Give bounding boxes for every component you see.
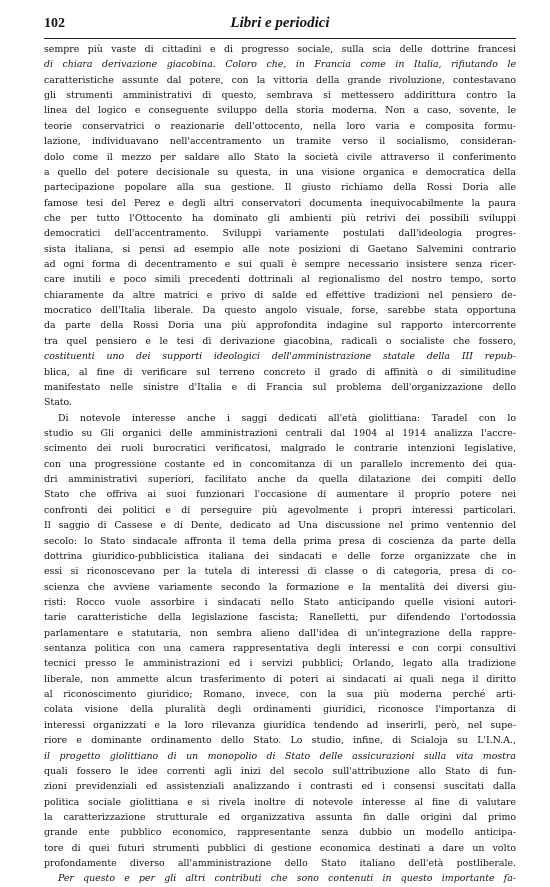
header-rule xyxy=(44,38,516,39)
text-line: al riconoscimento giuridico; Romano, invece, con la sua più moderna perché arti- xyxy=(44,689,516,701)
text-line: partecipazione popolare alla sua gestione. Il giusto richiamo della Rossi Doria alle xyxy=(44,182,516,194)
text-line: Stato che offriva ai suoi funzionari l'occasione di aumentare il proprio potere nei xyxy=(44,489,516,501)
text-line: ad ogni forma di decentramento e sui quali è sempre necessario insistere senza ricer- xyxy=(44,259,516,271)
text-line: lazione, individuavano nell'accentramento un tramite verso il socialismo, consideran- xyxy=(44,136,516,148)
text-line: Il saggio di Cassese e di Dente, dedicato ad Una discussione nel primo ventennio del xyxy=(44,520,516,532)
text-line: risti: Rocco vuole assorbire i sindacati nello Stato anticipando quelle visioni autori- xyxy=(44,596,516,608)
text-line: sista italiana, si pensi ad esempio alle note posizioni di Gaetano Salvemini contrario xyxy=(44,243,516,255)
text-line: di chiara derivazione giacobina. Coloro che, in Francia come in Italia, rifiutando le xyxy=(44,59,516,71)
text-line: zioni previdenziali ed assistenziali analizzando i contrasti ed i consensi suscitati dalla xyxy=(44,781,516,793)
text-line: liberale, non ammette alcun trasferimento di poteri ai sindacati ai quali nega il diritto xyxy=(44,673,516,685)
text-line: costituenti uno dei supporti ideologici dell'amministrazione statale della III repub- xyxy=(44,351,516,363)
page-number: 102 xyxy=(44,16,65,31)
text-line: tecnici presso le amministrazioni ed i servizi pubblici; Orlando, legato alla tradizione xyxy=(44,658,516,670)
text-line: grande ente pubblico economico, rappresentante senza dubbio un modello anticipa- xyxy=(44,827,516,839)
text-line: parlamentare e statutaria, non sembra alieno dall'idea di un'integrazione della rappre- xyxy=(44,627,516,639)
text-line: democratici dell'accentramento. Sviluppi variamente postulati dall'ideologia progres- xyxy=(44,228,516,240)
text-line: politica sociale giolittiana e si rivela inoltre di notevole interesse al fine di valutare xyxy=(44,796,516,808)
text-line: scimento dei ruoli burocratici verificatosi, malgrado le contrarie intenzioni legislative, xyxy=(44,443,516,455)
text-line: chiaramente da altre matrici e privo di salde ed effettive tradizioni nel pensiero de- xyxy=(44,289,516,301)
text-line: dolo come il mezzo per saldare allo Stato la società civile attraverso il conferimento xyxy=(44,151,516,163)
text-line: secolo: lo Stato sindacale affronta il tema della prima presa di coscienza da parte della xyxy=(44,535,516,547)
text-line: tore di quei futuri strumenti pubblici di gestione economica destinati a dare un volto xyxy=(44,842,516,854)
text-line: quali fossero le idee correnti agli inizi del secolo sull'attribuzione allo Stato di fun- xyxy=(44,765,516,777)
text-line: tra quel pensiero e le tesi di derivazione giacobina, radicali o socialiste che fossero, xyxy=(44,335,516,347)
page-header xyxy=(44,14,516,36)
text-line: sentanza politica con una camera rappresentativa degli interessi e con corpi consultivi xyxy=(44,643,516,655)
text-line: essi si riconoscevano per la tutela di interessi di classe o di categoria, presa di co- xyxy=(44,566,516,578)
text-line: con una progressione costante ed in concomitanza di un parallelo incremento dei qua- xyxy=(44,458,516,470)
text-line: linea del logico e conseguente sviluppo della storia moderna. Non a caso, sovente, le xyxy=(44,105,516,117)
text-line: dottrina giuridico-pubblicistica italiana dei sindacati e delle forze organizzate che in xyxy=(44,550,516,562)
text-line: il progetto giolittiano di un monopolio di Stato delle assicurazioni sulla vita mostra xyxy=(44,750,516,762)
text-line: che per tutto l'Ottocento ha dominato gli ambienti più retrivi dei possibili sviluppi xyxy=(44,212,516,224)
text-line: profondamente diverso all'amministrazione dello Stato italiano dell'età postliberale. xyxy=(44,858,516,870)
text-line: sempre più vaste di cittadini e di progresso sociale, sulla scia delle dottrine francesi xyxy=(44,44,516,55)
text-line: a quello del potere decisionale su questa, in una visione organica e democratica della xyxy=(44,166,516,178)
text-line: teorie conservatrici o reazionarie dell'ottocento, nella loro varia e composita formu- xyxy=(44,120,516,132)
text-line: riore e dominante ordinamento dello Stato. Lo studio, infine, di Scialoja su L'I.N.A., xyxy=(44,735,516,747)
text-line: interessi organizzati e la loro rilevanza giuridica tendendo ad inserirli, però, nel supe- xyxy=(44,719,516,731)
text-line: manifestato nelle sinistre d'Italia e di Francia sul problema dell'organizzazione dello xyxy=(44,381,516,393)
text-line: studio su Gli organici delle amministrazioni centrali dal 1904 al 1914 analizza l'accre- xyxy=(44,427,516,439)
text-line: Stato. xyxy=(44,397,73,409)
text-line: caratteristiche assunte dal potere, con la vittoria della grande rivoluzione, contestavano xyxy=(44,74,516,86)
text-line: tarie caratteristiche della legislazione fascista; Ranelletti, pur difendendo l'ortodossia xyxy=(44,612,516,624)
running-title: Libri e periodici xyxy=(230,15,330,31)
text-line: gli strumenti amministrativi di questo, sembrava si mettessero addirittura contro la xyxy=(44,90,516,102)
text-line: colata visione della pluralità degli ordinamenti giuridici, riconosce l'importanza di xyxy=(44,704,516,716)
text-line: Di notevole interesse anche i saggi dedicati all'età giolittiana: Taradel con lo xyxy=(58,412,516,424)
text-line: famose tesi del Perez e degli altri conservatori documenta inequivocabilmente la paura xyxy=(44,197,516,209)
text-line: Per questo e per gli altri contributi che sono contenuti in questo importante fa- xyxy=(58,873,516,885)
text-line: da parte della Rossi Doria una più approfondita indagine sul rapporto intercorrente xyxy=(44,320,516,332)
text-line: blica, al fine di verificare sul terreno concreto il grado di affinità o di similitudine xyxy=(44,366,516,378)
text-line: la caratterizzazione strutturale ed organizzativa assunta fin dalle origini dal primo xyxy=(44,811,516,823)
text-line: confronti dei politici e di perseguire più agevolmente i propri interessi particolari. xyxy=(44,504,516,516)
text-line: mocratico dell'Italia liberale. Da questo angolo visuale, forse, sarebbe stata opportuna xyxy=(44,305,516,317)
body-text xyxy=(44,42,516,885)
text-line: dri amministrativi superiori, facilitato anche da quella dilatazione dei compiti dello xyxy=(44,474,516,486)
text-line: care inutili e poco simili precedenti dottrinali al regionalismo del nostro tempo, sorto xyxy=(44,274,516,286)
text-line: scienza che avviene variamente secondo la formazione e la mentalità dei diversi giu- xyxy=(44,581,516,593)
